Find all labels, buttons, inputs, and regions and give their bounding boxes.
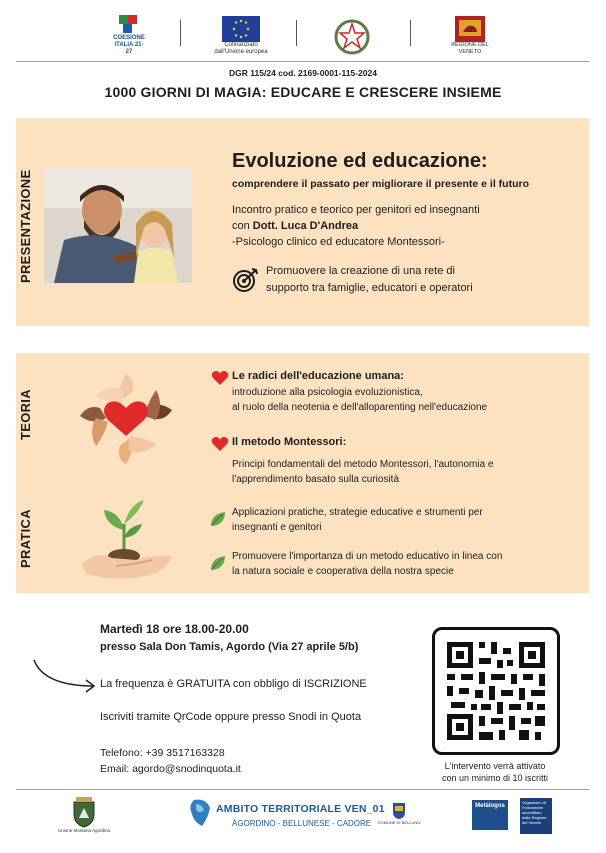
activation-note-2: con un minimo di 10 iscritti xyxy=(441,773,549,783)
organismo-caption: Organismo di Formazione accreditato dalla Regione del Veneto xyxy=(522,800,547,825)
presentation-heading: Evoluzione ed educazione: xyxy=(232,150,488,172)
practice-item2-line1: Promuovere l'importanza di un metodo educativo in linea con xyxy=(232,551,503,562)
curved-arrow-icon xyxy=(30,656,100,696)
metalogos-label: Metàlogos xyxy=(475,803,505,809)
ambito-title: AMBITO TERRITORIALE VEN_01 xyxy=(216,803,385,815)
emblem-icon xyxy=(334,18,370,56)
contact-email[interactable]: Email: agordo@snodinquota.it xyxy=(100,763,241,775)
theory-item2-line1: Principi fondamentali del metodo Montessori, l'autonomia e xyxy=(232,459,494,470)
eu-flag-icon xyxy=(222,16,260,42)
heart-icon xyxy=(211,369,229,387)
heart-icon xyxy=(211,435,229,453)
presentation-subheading: comprendere il passato per migliorare il presente e il futuro xyxy=(232,178,529,190)
italian-republic-emblem xyxy=(332,12,372,56)
coesione-mark-icon xyxy=(117,13,141,35)
theory-item1-line1: introduzione alla psicologia evoluzionistica, xyxy=(232,387,423,398)
ambito-subtitle: AGORDINO - BELLUNESE - CADORE xyxy=(232,819,372,828)
goal-line-2: supporto tra famiglie, educatori e operatori xyxy=(266,282,473,294)
speaker-role: -Psicologo clinico ed educatore Montessori- xyxy=(232,236,445,248)
qr-code-pattern xyxy=(435,630,557,752)
eu-logo xyxy=(214,12,268,56)
coesione-caption: COESIONE ITALIA 21-27 xyxy=(113,35,145,55)
grant-code: DGR 115/24 cod. 2169-0001-115-2024 xyxy=(229,68,377,78)
logo-divider xyxy=(180,20,181,46)
crest-icon xyxy=(71,796,97,828)
speaker-line xyxy=(232,220,358,232)
theory-item2-line2: l'apprendimento basato sulla curiosità xyxy=(232,474,400,485)
side-label-presentazione: PRESENTAZIONE xyxy=(18,169,33,283)
logo-divider xyxy=(296,20,297,46)
goal-line-1: Promuovere la creazione di una rete di xyxy=(266,265,455,277)
comune-crest-icon xyxy=(392,802,406,820)
speaker-name: Dott. Luca D'Andrea xyxy=(252,220,359,232)
side-label-pratica: PRATICA xyxy=(18,509,33,568)
metalogos-logo xyxy=(472,800,508,830)
leaf-icon xyxy=(209,554,227,572)
signup-qr-code[interactable] xyxy=(432,627,560,755)
side-label-teoria: TEORIA xyxy=(18,389,33,440)
leaf-icon xyxy=(209,510,227,528)
unione-montana-logo xyxy=(57,796,111,846)
theory-item2-title: Il metodo Montessori: xyxy=(232,436,347,448)
practice-item1-line1: Applicazioni pratiche, strategie educative e strumenti per xyxy=(232,507,483,518)
event-signup-note: Iscriviti tramite QrCode oppure presso Snodi in Quota xyxy=(100,711,362,723)
contact-phone: Telefono: +39 3517163328 xyxy=(100,747,225,759)
comune-belluno-logo xyxy=(377,802,421,825)
practice-item2-line2: la natura sociale e cooperativa della nostra specie xyxy=(232,566,454,577)
event-free-note: La frequenza è GRATUITA con obbligo di ISCRIZIONE xyxy=(100,678,367,690)
event-location: presso Sala Don Tamis, Agordo (Via 27 aprile 5/b) xyxy=(100,641,359,653)
header-rule xyxy=(16,61,589,62)
theory-item1-title: Le radici dell'educazione umana: xyxy=(232,370,404,382)
eu-caption: Cofinanziato dall'Unione europea xyxy=(214,42,268,55)
activation-note-1: L'intervento verrà attivato xyxy=(444,761,546,771)
page-title: 1000 GIORNI DI MAGIA: EDUCARE E CRESCERE INSIEME xyxy=(104,84,502,100)
veneto-map-icon xyxy=(188,798,212,828)
logo-divider xyxy=(410,20,411,46)
teacher-child-photo xyxy=(44,168,192,283)
coesione-italia-logo xyxy=(112,12,146,56)
speaker-prefix: con xyxy=(232,220,253,232)
plant-hand-illustration xyxy=(76,494,176,584)
veneto-caption: REGIONE DEL VENETO xyxy=(451,42,489,55)
theory-item1-line2: al ruolo della neotenia e dell'alloparenting nell'educazione xyxy=(232,402,488,413)
comune-caption: COMUNE DI BELLUNO xyxy=(377,820,421,825)
presentation-intro: Incontro pratico e teorico per genitori ed insegnanti xyxy=(232,204,480,216)
target-icon xyxy=(232,266,260,294)
practice-item1-line2: insegnanti e genitori xyxy=(232,522,322,533)
organismo-formazione-logo xyxy=(520,798,552,834)
lion-flag-icon xyxy=(455,16,485,42)
event-datetime: Martedì 18 ore 18.00-20.00 xyxy=(100,622,249,636)
footer-rule xyxy=(16,789,589,790)
unione-caption: Unione Montana Agordina xyxy=(57,828,111,833)
regione-veneto-logo xyxy=(440,12,500,56)
hands-heart-illustration xyxy=(76,370,176,468)
